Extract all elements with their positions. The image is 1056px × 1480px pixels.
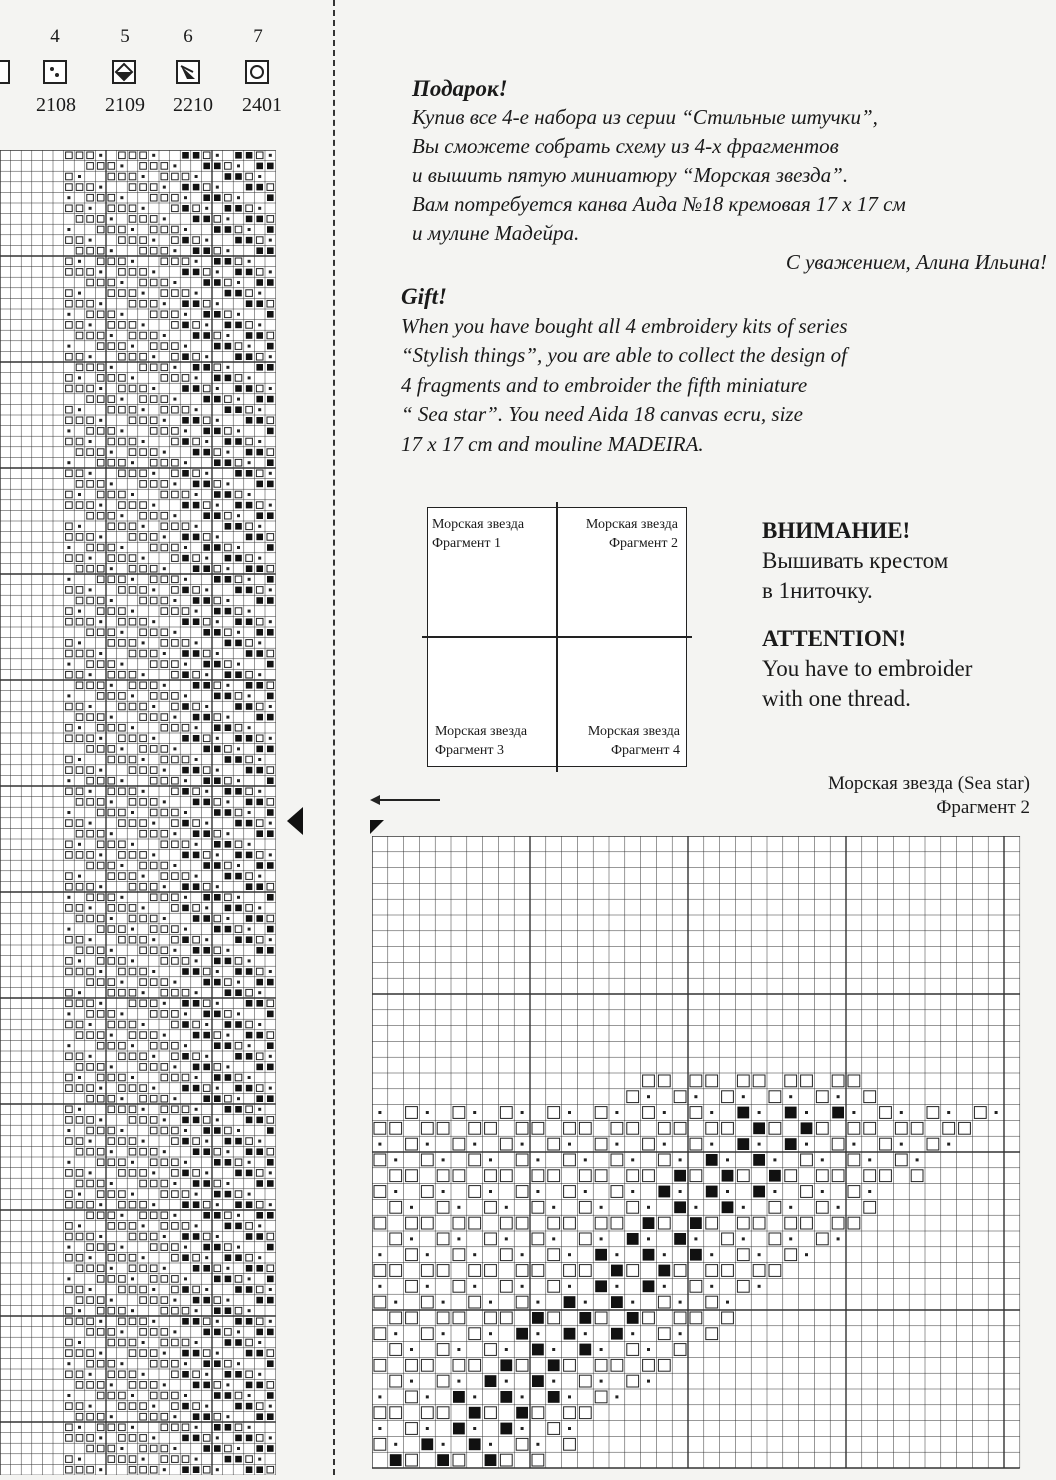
gift-line: “ Sea star”. You need Aida 18 canvas ecru, size [401,402,803,426]
fragment-name: Морская звезда [435,724,528,739]
fragment-number: Фрагмент 3 [435,743,505,758]
legend-num-4: 4 [50,26,60,47]
fragment-caption [828,772,1030,820]
legend-num-5: 5 [120,26,130,47]
caption-line: Морская звезда (Sea star) [827,773,1030,794]
gift-line: When you have bought all 4 embroidery kits of series [401,313,848,338]
gift-line: и вышить пятую миниатюру “Морская звезда”. [412,163,849,187]
fragment-4-label [588,722,680,760]
gift-line: 17 x 17 cm and mouline MADEIRA. [401,431,704,456]
attention-title-en: ATTENTION! [762,626,906,651]
flag-icon [176,60,200,84]
gift-line: 4 fragments and to embroider the fifth miniature [401,372,808,397]
gift-line: “Stylish things”, you are able to collect the design of [401,343,848,367]
attention-notice [762,516,1052,714]
fragment-name: Морская звезда [432,517,525,532]
gift-text-en [401,282,1031,459]
fragment-2-label [586,515,678,553]
attention-line: в 1ниточку. [762,578,873,603]
signature: С уважением, Алина Ильина! [785,250,1047,274]
legend-num-7: 7 [253,26,263,47]
divider [422,636,692,638]
pattern-chart-left [0,150,286,1480]
attention-line: Вышивать крестом [762,548,949,573]
color-legend [0,26,300,126]
dots-icon [43,60,67,84]
fragment-1-label [432,515,524,553]
arrow-left-icon [370,790,442,815]
pattern-chart-fragment-2 [372,836,1034,1480]
diamond-icon [112,60,136,84]
fragment-3-label [435,722,527,760]
legend-code-05 [0,94,20,117]
pointer-arrow-icon [287,807,303,840]
fragment-name: Морская звезда [585,517,678,532]
gift-text-ru [412,74,1047,277]
fragment-number: Фрагмент 1 [432,536,502,551]
legend-num-6: 6 [183,26,193,47]
gift-line: Вы сможете собрать схему из 4-х фрагментов [412,134,839,158]
legend-code-2210: 2210 [173,94,213,116]
gift-line: Вам потребуется канва Аида №18 кремовая 17 х 17 см [412,192,906,216]
legend-code-2109: 2109 [105,94,145,116]
caption-line: Фрагмент 2 [936,797,1030,818]
fragment-number: Фрагмент 4 [610,743,680,758]
attention-title-ru: ВНИМАНИЕ! [762,518,911,543]
gift-title-en: Gift! [401,284,447,309]
gift-line: и мулине Мадейра. [412,221,580,245]
attention-line: with one thread. [762,686,911,711]
attention-line: You have to embroider [762,656,973,681]
circle-icon [245,60,269,84]
square-icon [0,60,10,84]
fragment-layout-diagram [427,507,687,767]
cut-line [333,0,335,1475]
legend-code-2108: 2108 [36,94,76,116]
gift-line: Купив все 4-е набора из серии “Стильные штучки”, [412,105,878,129]
fragment-name: Морская звезда [587,724,680,739]
gift-title-ru: Подарок! [412,76,508,101]
legend-code-2401: 2401 [242,94,282,116]
fragment-number: Фрагмент 2 [608,536,678,551]
